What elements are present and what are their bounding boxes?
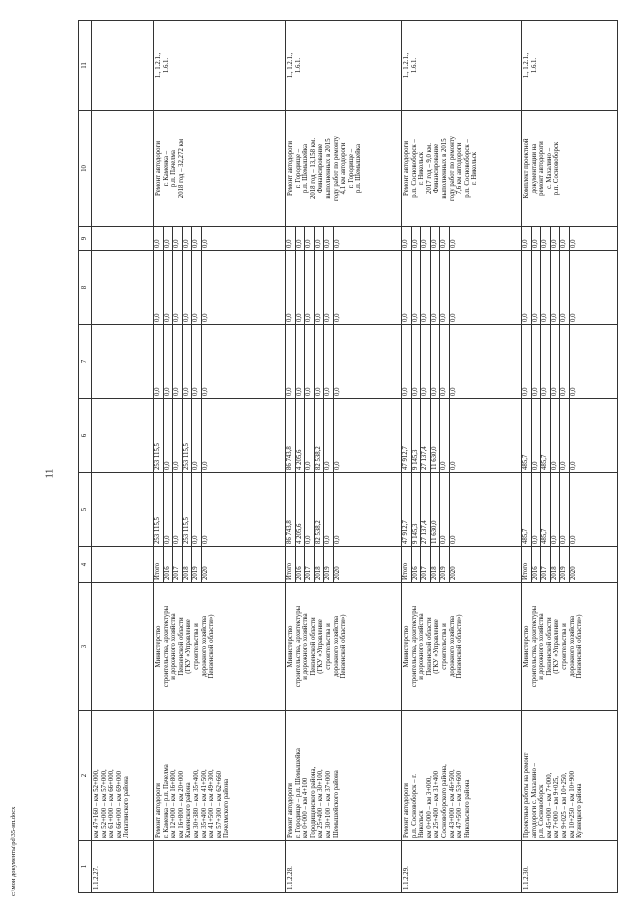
cell-total-value: 0,0	[551, 473, 561, 546]
cell-total-value: 0,0	[440, 473, 450, 546]
cell-local-budget	[522, 251, 618, 325]
cell-total-value: 0,0	[560, 473, 570, 546]
cell-other-sources-value: 0,0	[522, 227, 532, 250]
cell-activity-name: Ремонт автодороги г. Городище – р.п. Шемышейка км 0+000 – км 4+100 Городищенского района, км 25+400 – км 30+100, км 30+100 – км 37+000 Шемышейского района	[286, 711, 402, 841]
cell-local-budget-value: 0,0	[173, 251, 183, 324]
cell-total-value: 0,0	[164, 473, 174, 546]
cell-indicator: 1., 1.2.1., 1.6.1.	[522, 21, 618, 111]
page-number: 11	[44, 468, 56, 479]
cell-local-budget-value: 0,0	[412, 251, 422, 324]
cell-indicator	[92, 21, 154, 111]
cell-federal-budget-value: 0,0	[173, 325, 183, 398]
cell-activity-name: Ремонт автодороги г. Каменка – р.п. Пачелма км 12+000 – км 16+800, км 16+800 – км 20+000 Каменского района км 30+380 – км 35+400, км 35+400 – км 41+500, км 41+500 – км 49+300, км 57+300 – км 62+660 Пачелмского района	[154, 711, 286, 841]
cell-total-value: 0,0	[569, 535, 577, 544]
cell-indicator: 1., 1.2.1., 1.6.1.	[286, 21, 402, 111]
cell-local-budget-value: 0,0	[201, 313, 209, 322]
cell-total-value: 485,7	[541, 473, 551, 546]
cell-total-value: 485,7	[522, 473, 532, 546]
cell-years-value: 2017	[541, 547, 551, 582]
column-header-4: 4	[79, 547, 92, 583]
cell-local-budget-value: 0,0	[154, 251, 164, 324]
cell-federal-budget-value: 0,0	[192, 325, 202, 398]
cell-federal-budget	[286, 325, 402, 399]
cell-total-value: 253 115,5	[183, 473, 193, 546]
cell-local-budget-value: 0,0	[532, 251, 542, 324]
cell-years-value: Итого	[154, 547, 164, 582]
cell-other-sources-value: 0,0	[296, 227, 306, 250]
cell-regional-budget-value: 4 205,6	[296, 399, 306, 472]
cell-federal-budget	[402, 325, 522, 399]
cell-executor: Министерство строительства, архитектуры и дорожного хозяйства Пензенской области (ГКУ «Управление строительства и дорожного хозяйства Пензенской области»)	[522, 583, 618, 711]
cell-local-budget-value: 0,0	[402, 251, 412, 324]
cell-federal-budget-value: 0,0	[440, 325, 450, 398]
cell-total-value: 27 137,4	[421, 473, 431, 546]
cell-federal-budget-value: 0,0	[324, 325, 334, 398]
cell-other-sources-value: 0,0	[324, 227, 334, 250]
cell-total-value: 0,0	[201, 535, 209, 544]
cell-other-sources-value: 0,0	[412, 227, 422, 250]
cell-federal-budget-value: 0,0	[551, 325, 561, 398]
cell-regional-budget-value: 0,0	[440, 399, 450, 472]
cell-regional-budget-value: 0,0	[449, 461, 457, 470]
cell-years-value: 2020	[449, 566, 457, 580]
cell-years	[522, 547, 618, 583]
cell-regional-budget-value: 86 743,8	[286, 399, 296, 472]
table-row	[286, 21, 402, 893]
cell-federal-budget-value: 0,0	[421, 325, 431, 398]
cell-years-value: 2020	[201, 566, 209, 580]
table-body	[92, 21, 618, 893]
cell-other-sources-value: 0,0	[421, 227, 431, 250]
cell-expected-result: Комплект проектной документации на ремонт автодороги с. Махалино – р.п. Сосновоборск	[522, 111, 618, 227]
cell-number	[154, 841, 286, 893]
table-row	[92, 21, 154, 893]
cell-other-sources-value: 0,0	[173, 227, 183, 250]
table-row	[154, 21, 286, 893]
cell-other-sources-value: 0,0	[569, 239, 577, 248]
cell-expected-result: Ремонт автодороги р.п. Сосновоборск – г. Никольск 2017 год – 9,0 км. Финансирование выполненных в 2015 году работ по ремонту 7,6 км автодороги р.п. Сосновоборск – г. Никольск	[402, 111, 522, 227]
cell-other-sources-value: 0,0	[333, 239, 341, 248]
cell-local-budget-value: 0,0	[333, 313, 341, 322]
cell-federal-budget-value: 0,0	[431, 325, 441, 398]
cell-local-budget-value: 0,0	[551, 251, 561, 324]
cell-other-sources	[402, 227, 522, 251]
cell-federal-budget-value: 0,0	[333, 387, 341, 396]
cell-years-value: 2020	[333, 566, 341, 580]
column-header-3: 3	[79, 583, 92, 711]
cell-federal-budget	[92, 325, 154, 399]
cell-total-value: 82 538,2	[315, 473, 325, 546]
cell-years-value: 2016	[532, 547, 542, 582]
cell-years	[92, 547, 154, 583]
cell-regional-budget-value: 0,0	[164, 399, 174, 472]
cell-other-sources-value: 0,0	[440, 227, 450, 250]
cell-other-sources	[92, 227, 154, 251]
cell-federal-budget-value: 0,0	[449, 387, 457, 396]
cell-regional-budget-value: 253 115,5	[183, 399, 193, 472]
cell-total-value: 0,0	[192, 473, 202, 546]
cell-local-budget-value: 0,0	[305, 251, 315, 324]
cell-federal-budget-value: 0,0	[532, 325, 542, 398]
cell-other-sources-value: 0,0	[192, 227, 202, 250]
cell-years-value: 2019	[560, 547, 570, 582]
cell-years-value: 2018	[183, 547, 193, 582]
cell-total-value: 4 205,6	[296, 473, 306, 546]
cell-regional-budget-value: 11 630,0	[431, 399, 441, 472]
cell-total-value: 86 743,8	[286, 473, 296, 546]
cell-federal-budget-value: 0,0	[183, 325, 193, 398]
cell-activity-name: км 47+160 – км 52+000, км 52+000 – км 57+000, км 61+000 – км 66+000, км 66+000 – км 69+000 Лопатинского района	[92, 711, 154, 841]
cell-federal-budget-value: 0,0	[569, 387, 577, 396]
cell-years-value: 2017	[421, 547, 431, 582]
column-header-10: 10	[79, 111, 92, 227]
rotated-table-container	[78, 21, 626, 893]
cell-activity-name: Ремонт автодороги р.п. Сосновоборск – г. Никольск км 0+000 – км 3+000, км 25+400 – км 31+400 Сосновоборского района, км 43+000 – км 46+500, км 47+500 – км 53+600 Никольского района	[402, 711, 522, 841]
cell-years-value: 2018	[315, 547, 325, 582]
cell-local-budget	[92, 251, 154, 325]
footer-path: c:\мои документы\pd\35-ип.docx	[10, 806, 17, 896]
cell-federal-budget-value: 0,0	[286, 325, 296, 398]
cell-federal-budget-value: 0,0	[522, 325, 532, 398]
cell-total	[522, 473, 618, 547]
column-header-6: 6	[79, 399, 92, 473]
cell-indicator: 1., 1.2.1., 1.6.1.	[402, 21, 522, 111]
cell-years-value: Итого	[286, 547, 296, 582]
cell-regional-budget-value: 0,0	[173, 399, 183, 472]
cell-regional-budget-value: 0,0	[192, 399, 202, 472]
cell-federal-budget-value: 0,0	[164, 325, 174, 398]
cell-regional-budget	[286, 399, 402, 473]
cell-regional-budget-value: 0,0	[305, 399, 315, 472]
cell-federal-budget-value: 0,0	[296, 325, 306, 398]
table-row	[522, 21, 618, 893]
cell-other-sources-value: 0,0	[560, 227, 570, 250]
column-header-8: 8	[79, 251, 92, 325]
cell-other-sources-value: 0,0	[201, 239, 209, 248]
cell-years	[286, 547, 402, 583]
cell-local-budget-value: 0,0	[183, 251, 193, 324]
cell-total	[402, 473, 522, 547]
cell-total-value: 253 115,5	[154, 473, 164, 546]
cell-expected-result: Ремонт автодороги г. Городище – р.п. Шемышейка 2018 год – 13,158 км. Финансирование выполненных в 2015 году работ по ремонту 4,1 км автодороги г. Городище – р.п. Шемышейка	[286, 111, 402, 227]
cell-local-budget-value: 0,0	[560, 251, 570, 324]
cell-total-value: 11 630,0	[431, 473, 441, 546]
column-header-9: 9	[79, 227, 92, 251]
cell-indicator: 1., 1.2.1., 1.6.1.	[154, 21, 286, 111]
cell-other-sources	[522, 227, 618, 251]
cell-years-value: Итого	[522, 547, 532, 582]
cell-federal-budget-value: 0,0	[305, 325, 315, 398]
cell-other-sources-value: 0,0	[532, 227, 542, 250]
cell-years	[402, 547, 522, 583]
cell-local-budget	[154, 251, 286, 325]
cell-number: 1.1.2.29.	[402, 841, 522, 893]
cell-total	[286, 473, 402, 547]
cell-regional-budget-value: 485,7	[522, 399, 532, 472]
cell-years-value: 2018	[551, 547, 561, 582]
cell-local-budget-value: 0,0	[440, 251, 450, 324]
cell-other-sources-value: 0,0	[402, 227, 412, 250]
cell-number: 1.1.2.28.	[286, 841, 402, 893]
cell-activity-name: Проектные работы на ремонт автодороги с. Махалино – р.п. Сосновоборск км 45+000 – км 7+000, км 7+000 – км 9+025, км 9+025 – км 10+250, км 10+250 – км 10+900 Кузнецкого района	[522, 711, 618, 841]
cell-regional-budget-value: 0,0	[324, 399, 334, 472]
cell-other-sources	[154, 227, 286, 251]
cell-total-value: 9 145,3	[412, 473, 422, 546]
cell-local-budget-value: 0,0	[192, 251, 202, 324]
cell-regional-budget	[92, 399, 154, 473]
cell-total	[92, 473, 154, 547]
cell-regional-budget-value: 0,0	[569, 461, 577, 470]
cell-federal-budget-value: 0,0	[154, 325, 164, 398]
cell-other-sources-value: 0,0	[431, 227, 441, 250]
cell-years-value: 2016	[164, 547, 174, 582]
cell-total-value: 47 912,7	[402, 473, 412, 546]
cell-regional-budget-value: 0,0	[532, 399, 542, 472]
column-header-5: 5	[79, 473, 92, 547]
cell-federal-budget-value: 0,0	[541, 325, 551, 398]
cell-regional-budget-value: 0,0	[333, 461, 341, 470]
cell-years-value: 2017	[305, 547, 315, 582]
cell-regional-budget-value: 82 538,2	[315, 399, 325, 472]
cell-regional-budget-value: 9 145,3	[412, 399, 422, 472]
column-header-11: 11	[79, 21, 92, 111]
cell-other-sources-value: 0,0	[315, 227, 325, 250]
cell-executor: Министерство строительства, архитектуры и дорожного хозяйства Пензенской области (ГКУ «Управление строительства и дорожного хозяйства Пензенской области»)	[402, 583, 522, 711]
cell-local-budget-value: 0,0	[324, 251, 334, 324]
cell-regional-budget-value: 47 912,7	[402, 399, 412, 472]
column-header-1: 1	[79, 841, 92, 893]
cell-regional-budget-value: 253 115,5	[154, 399, 164, 472]
cell-regional-budget	[154, 399, 286, 473]
cell-federal-budget-value: 0,0	[412, 325, 422, 398]
cell-total-value: 0,0	[449, 535, 457, 544]
cell-number: 1.1.2.30.	[522, 841, 618, 893]
cell-total-value: 0,0	[324, 473, 334, 546]
cell-local-budget-value: 0,0	[449, 313, 457, 322]
cell-federal-budget-value: 0,0	[402, 325, 412, 398]
cell-total-value: 0,0	[333, 535, 341, 544]
cell-local-budget-value: 0,0	[569, 313, 577, 322]
cell-years-value: Итого	[402, 547, 412, 582]
cell-other-sources-value: 0,0	[305, 227, 315, 250]
cell-years-value: 2019	[192, 547, 202, 582]
cell-regional-budget-value: 27 137,4	[421, 399, 431, 472]
cell-other-sources-value: 0,0	[164, 227, 174, 250]
cell-other-sources-value: 0,0	[449, 239, 457, 248]
cell-years-value: 2018	[431, 547, 441, 582]
cell-local-budget	[286, 251, 402, 325]
cell-local-budget	[402, 251, 522, 325]
cell-federal-budget-value: 0,0	[315, 325, 325, 398]
cell-total-value: 0,0	[173, 473, 183, 546]
cell-total-value: 0,0	[532, 473, 542, 546]
cell-years-value: 2016	[296, 547, 306, 582]
cell-other-sources-value: 0,0	[551, 227, 561, 250]
cell-other-sources-value: 0,0	[286, 227, 296, 250]
column-header-7: 7	[79, 325, 92, 399]
cell-local-budget-value: 0,0	[431, 251, 441, 324]
cell-regional-budget-value: 485,7	[541, 399, 551, 472]
cell-regional-budget	[522, 399, 618, 473]
cell-local-budget-value: 0,0	[421, 251, 431, 324]
cell-local-budget-value: 0,0	[541, 251, 551, 324]
cell-executor: Министерство строительства, архитектуры и дорожного хозяйства Пензенской области (ГКУ «Управление строительства и дорожного хозяйства Пензенской области»)	[286, 583, 402, 711]
header-row	[79, 21, 92, 893]
cell-regional-budget-value: 0,0	[201, 461, 209, 470]
program-table	[78, 20, 618, 893]
cell-local-budget-value: 0,0	[522, 251, 532, 324]
cell-local-budget-value: 0,0	[286, 251, 296, 324]
table-row	[402, 21, 522, 893]
cell-expected-result: Ремонт автодороги г. Каменка – р.п. Пачелма 2018 год – 32,272 км	[154, 111, 286, 227]
cell-total	[154, 473, 286, 547]
cell-other-sources-value: 0,0	[541, 227, 551, 250]
cell-years-value: 2020	[569, 566, 577, 580]
cell-other-sources-value: 0,0	[183, 227, 193, 250]
cell-federal-budget	[154, 325, 286, 399]
cell-regional-budget-value: 0,0	[560, 399, 570, 472]
cell-federal-budget-value: 0,0	[201, 387, 209, 396]
cell-regional-budget	[402, 399, 522, 473]
cell-years-value: 2016	[412, 547, 422, 582]
cell-years	[154, 547, 286, 583]
cell-years-value: 2019	[440, 547, 450, 582]
cell-other-sources-value: 0,0	[154, 227, 164, 250]
cell-executor	[92, 583, 154, 711]
cell-expected-result	[92, 111, 154, 227]
column-header-2: 2	[79, 711, 92, 841]
cell-federal-budget-value: 0,0	[560, 325, 570, 398]
cell-years-value: 2019	[324, 547, 334, 582]
cell-local-budget-value: 0,0	[164, 251, 174, 324]
cell-other-sources	[286, 227, 402, 251]
cell-local-budget-value: 0,0	[315, 251, 325, 324]
cell-years-value: 2017	[173, 547, 183, 582]
cell-regional-budget-value: 0,0	[551, 399, 561, 472]
cell-local-budget-value: 0,0	[296, 251, 306, 324]
cell-number: 1.1.2.27.	[92, 841, 154, 893]
cell-total-value: 0,0	[305, 473, 315, 546]
cell-executor: Министерство строительства, архитектуры и дорожного хозяйства Пензенской области (ГКУ «Управление строительства и дорожного хозяйства Пензенской области»)	[154, 583, 286, 711]
cell-federal-budget	[522, 325, 618, 399]
